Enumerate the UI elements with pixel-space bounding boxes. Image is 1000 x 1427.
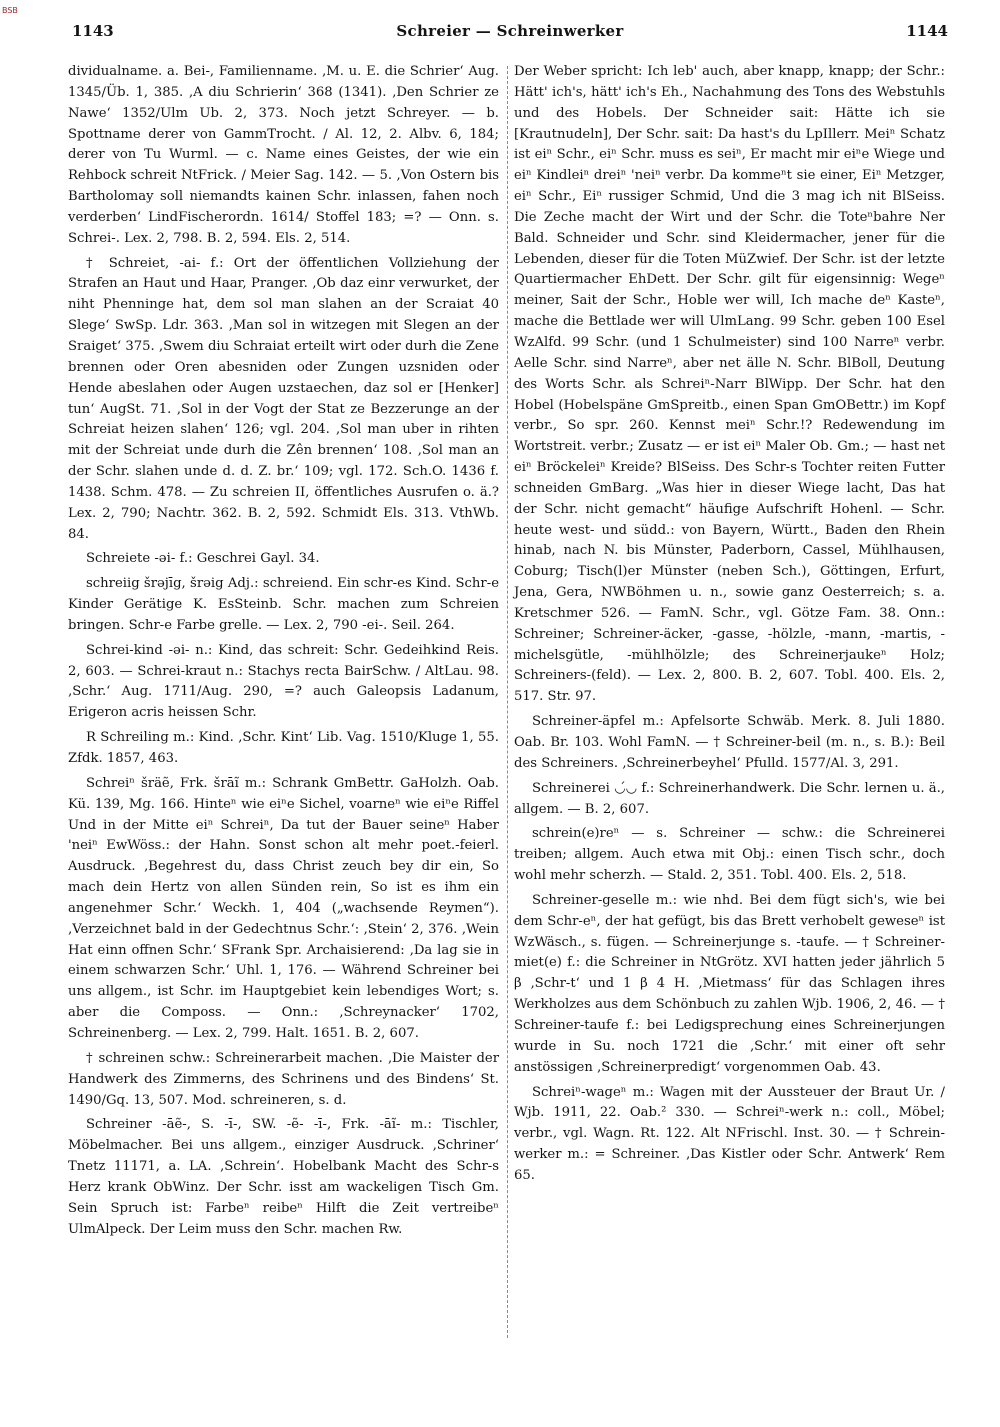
entry-schrein-wagen: Schreiⁿ-wageⁿ m.: Wagen mit der Aussteuer der Braut Ur. / Wjb. 1911, 22. Oab.² 330. — Schreiⁿ-werk n.: coll., Möbel; verbr., vgl. Wagn. Rt. 122. Alt NFrischl. Inst. 30. — † Schrein-werker m.: = Schreiner. ‚Das Kistler oder Schr. Antwerk‘ Rem 65. bbox=[514, 1084, 945, 1183]
entry-schreiner: Schreiner -āẽ-, S. -ī-, SW. -ẽ- -ī-, Frk. -āĩ- m.: Tischler, Möbelmacher. Bei uns allgem., einziger Ausdruck. ‚Schriner‘ Tnetz 11171, a. LA. ‚Schrein‘. Hobelbank Macht des Schr-s Herz krank ObWinz. Der Schr. isst am wackeligen Tisch Gm. Sein Spruch ist: Farbeⁿ reibeⁿ Hilft die Zeit vertreibeⁿ UlmAlpeck. Der Leim muss den Schr. machen Rw. bbox=[68, 1117, 499, 1237]
library-stamp: BSB bbox=[2, 6, 18, 15]
left-column bbox=[68, 62, 499, 1240]
entry-schreinen: † schreinen schw.: Schreinerarbeit machen. ‚Die Maister der Handwerk des Zimmerns, des Schrinens und des Bindens‘ St. 1490/Gq. 13, 507. Mod. schreineren, s. d. bbox=[68, 1050, 499, 1108]
entry-continuation: dividualname. a. Bei-, Familienname. ‚M. u. E. die Schrier‘ Aug. 1345/Üb. 1, 385. ‚A diu Schrierin‘ 368 (1341). ‚Den Schrier ze Nawe‘ 1352/Ulm Ub. 2, 373. Noch jetzt Schreyer. — b. Spottname derer von GammTrocht. / Al. 12, 2. Albv. 6, 184; derer von Tu Wurml. — c. Name eines Geistes, der wie ein Rehbock schreit NtFrick. / Meier Sag. 142. — 5. ‚Von Ostern bis Bartholomay soll niemandts kainen Schr. inlassen, fahen noch verderben‘ LindFischerordn. 1614/ Stoffel 183; =? — Onn. s. Schrei-. Lex. 2, 798. B. 2, 594. Els. 2, 514. bbox=[68, 64, 499, 246]
right-column bbox=[514, 62, 945, 1187]
entry-schrei-kind: Schrei-kind -əi- n.: Kind, das schreit: Schr. Gedeihkind Reis. 2, 603. — Schrei-kraut n.: Stachys recta BairSchw. / AltLau. 98. ‚Schr.‘ Aug. 1711/Aug. 290, =? auch Galeopsis Ladanum, Erigeron acris heissen Schr. bbox=[68, 642, 499, 721]
page-header bbox=[72, 22, 948, 44]
page-number-right: 1144 bbox=[906, 22, 948, 40]
page-number-left: 1143 bbox=[72, 22, 114, 40]
entry-schreiling: R Schreiling m.: Kind. ‚Schr. Kint‘ Lib. Vag. 1510/Kluge 1, 55. Zfdk. 1857, 463. bbox=[68, 730, 499, 766]
entry-schreiete: Schreiete -əi- f.: Geschrei Gayl. 34. bbox=[86, 551, 320, 567]
entry-schreiner-geselle: Schreiner-geselle m.: wie nhd. Bei dem fügt sich's, wie bei dem Schr-eⁿ, der hat gefügt, bis das Brett verhobelt geweseⁿ ist WzWäsch., s. fügen. — Schreinerjunge s. -taufe. — † Schreiner-miet(e) f.: die Schreiner in NtGrötz. XVI hatten jeder jährlich 5 β ‚Schr-t‘ und 1 β 4 H. ‚Mietmass‘ für das Schlagen ihres Werkholzes aus dem Schönbuch zu zahlen Wjb. 1906, 2, 46. — † Schreiner-taufe f.: bei Ledigsprechung eines Schreinerjungen wurde in Su. noch 1721 die ‚Schr.‘ mit einer oft sehr anstössigen ‚Schreinerpredigt‘ vorgenommen Oab. 43. bbox=[514, 892, 945, 1075]
entry-schreiner-continuation: Der Weber spricht: Ich leb' auch, aber knapp, knapp; der Schr.: Hätt' ich's, hätt' ich's Eh., Nachahmung des Tons des Webstuhls und des Hobels. Der Schneider sait: Hätte ich sie [Krautnudeln], Der Schr. sait: Da hast's du LpIllerr. Meiⁿ Schatz ist eiⁿ Schr., eiⁿ Schr. muss es seiⁿ, Er macht mir eiⁿe Wiege und eiⁿ Kindleiⁿ dreiⁿ 'neiⁿ verbr. Da kommeⁿt sie einer, Eiⁿ Metzger, eiⁿ Schr., Eiⁿ russiger Schmid, Und die 3 mag ich nit BlSeiss. Die Zeche macht der Wirt und der Schr. die Toteⁿbahre Ner Bald. Schneider und Schr. sind Kleidermacher, jener für die Lebenden, dieser für die Toten MüZwief. Der Schr. ist der letzte Quartiermacher EhDett. Der Schr. gilt für eigensinnig: Wegeⁿ meiner, Sait der Schr., Hoble wer will, Ich mache deⁿ Kasteⁿ, mache die Bettlade wer will UlmLang. 99 Schr. geben 100 Esel WzAlfd. 99 Schr. (und 1 Schulmeister) sind 100 Narreⁿ verbr. Aelle Schr. sind Narreⁿ, aber net älle N. Schr. BlBoll, Deutung des Worts Schr. als Schreiⁿ-Narr BlWipp. Der Schr. hat den Hobel (Hobelspäne GmSpreitb., einen Span GmOBettr.) im Kopf verbr., So spr. 260. Kennst meiⁿ Schr.!? Redewendung im Wortstreit. verbr.; Zusatz — er ist eiⁿ Maler Ob. Gm.; — hast net eiⁿ Bröckeleiⁿ Kreide? BlSeiss. Des Schr-s Tochter reiten Futter schneiden GmBarg. „Was hier in dieser Wiege lacht, Das hat der Schr. nicht gemacht“ häufige Aufschrift Hohenl. — Schr. heute west- und südd.: von Bayern, Württ., Baden den Rhein hinab, nach N. bis Münster, Paderborn, Cassel, Mühlhausen, Coburg; Tisch(l)er Münster (neben Sch.), Göttingen, Erfurt, Jena, Gera, NWBöhmen u. n., sowie ganz Oesterreich; s. a. Kretschmer 526. — FamN. Schr., vgl. Götze Fam. 38. Onn.: Schreiner; Schreiner-äcker, -gasse, -hölzle, -mann, -martis, -michelsgütle, -mühlhölzle; des Schreinerjaukeⁿ Holz; Schreiners-(feld). — Lex. 2, 800. B. 2, 607. Tobl. 400. Els. 2, 517. Str. 97. bbox=[514, 64, 945, 705]
running-title: Schreier — Schreinwerker bbox=[396, 22, 624, 40]
entry-schreiet: † Schreiet, -ai- f.: Ort der öffentlichen Vollziehung der Strafen an Haut und Haar, Pranger. ‚Ob daz einr verwurket, der niht Phenninge hat, dem sol man slahen an der Scraiat 40 Slege‘ SwSp. Ldr. 363. ‚Man sol in witzegen mit Slegen an der Sraiget‘ 375. ‚Swem diu Schraiat erteilt wirt oder durh die Zene brennen oder Oren abesniden oder Zungen uzsniden oder Hende abeslahen oder Augen uzstaechen, daz sol er [Henker] tun‘ AugSt. 71. ‚Sol in der Vogt der Stat ze Bezzerunge an der Schreiat heizen slahen‘ 126; vgl. 204. ‚Sol man uber in rihten mit der Schreiat unde durh die Zên brennen‘ 108. ‚Sol man an der Schr. slahen unde d. d. Z. br.‘ 109; vgl. 172. Sch.O. 1436 f. 1438. Schm. 478. — Zu schreien II, öffentliches Ausrufen o. ä.? Lex. 2, 790; Nachtr. 362. B. 2, 592. Schmidt Els. 313. VthWb. 84. bbox=[68, 255, 499, 542]
column-divider bbox=[507, 66, 508, 1338]
entry-schreinern: schrein(e)reⁿ — s. Schreiner — schw.: die Schreinerei treiben; allgem. Auch etwa mit Obj.: einen Tisch schr., doch wohl mehr scherzh. — Stald. 2, 351. Tobl. 400. Els. 2, 518. bbox=[514, 826, 945, 884]
entry-schrein: Schreiⁿ šräẽ, Frk. šrāĩ m.: Schrank GmBettr. GaHolzh. Oab. Kü. 139, Mg. 166. Hinteⁿ wie eiⁿe Sichel, voarneⁿ wie eiⁿe Riffel Und in der Mitte eiⁿ Schreiⁿ, Da tut der Bauer seineⁿ Haber 'neiⁿ EwWöss.: der Hahn. Sonst schon alt mehr poet.-feierl. Ausdruck. ‚Begehrest du, dass Christ zeuch bey dir ein, So mach dein Hertz von allen Sünden rein, So ist es ihm ein angenehmer Schr.‘ Weckh. 1, 404 („wachsende Reymen“). ‚Verzeichnet bald in der Gedechtnus Schr.‘: ‚Stein‘ 2, 376. ‚Wein Hat einn offnen Schr.‘ SFrank Spr. Archaisierend: ‚Da lag sie in einem schwarzen Schr.‘ Uhl. 1, 176. — Während Schreiner bei uns allgem., ist Schr. im Hauptgebiet kein lebendiges Wort; s. aber die Composs. — Onn.: ‚Schreynacker‘ 1702, Schreinenberg. — Lex. 2, 799. Halt. 1651. B. 2, 607. bbox=[68, 775, 499, 1041]
entry-schreinerei: Schreinerei ◡́◡ f.: Schreinerhandwerk. Die Schr. lernen u. ä., allgem. — B. 2, 607. bbox=[514, 780, 945, 817]
entry-schreiner-aepfel: Schreiner-äpfel m.: Apfelsorte Schwäb. Merk. 8. Juli 1880. Oab. Br. 103. Wohl FamN. — † Schreiner-beil (m. n., s. B.): Beil des Schreiners. ‚Schreinerbeyhel‘ Pfulld. 1577/Al. 3, 291. bbox=[514, 714, 945, 771]
entry-schreiig: schreiig šrəjīg, šrəig Adj.: schreiend. Ein schr-es Kind. Schr-e Kinder Gerätige K. EsSteinb. Schr. machen zum Schreien bringen. Schr-e Farbe grelle. — Lex. 2, 790 -ei-. Seil. 264. bbox=[68, 576, 499, 633]
